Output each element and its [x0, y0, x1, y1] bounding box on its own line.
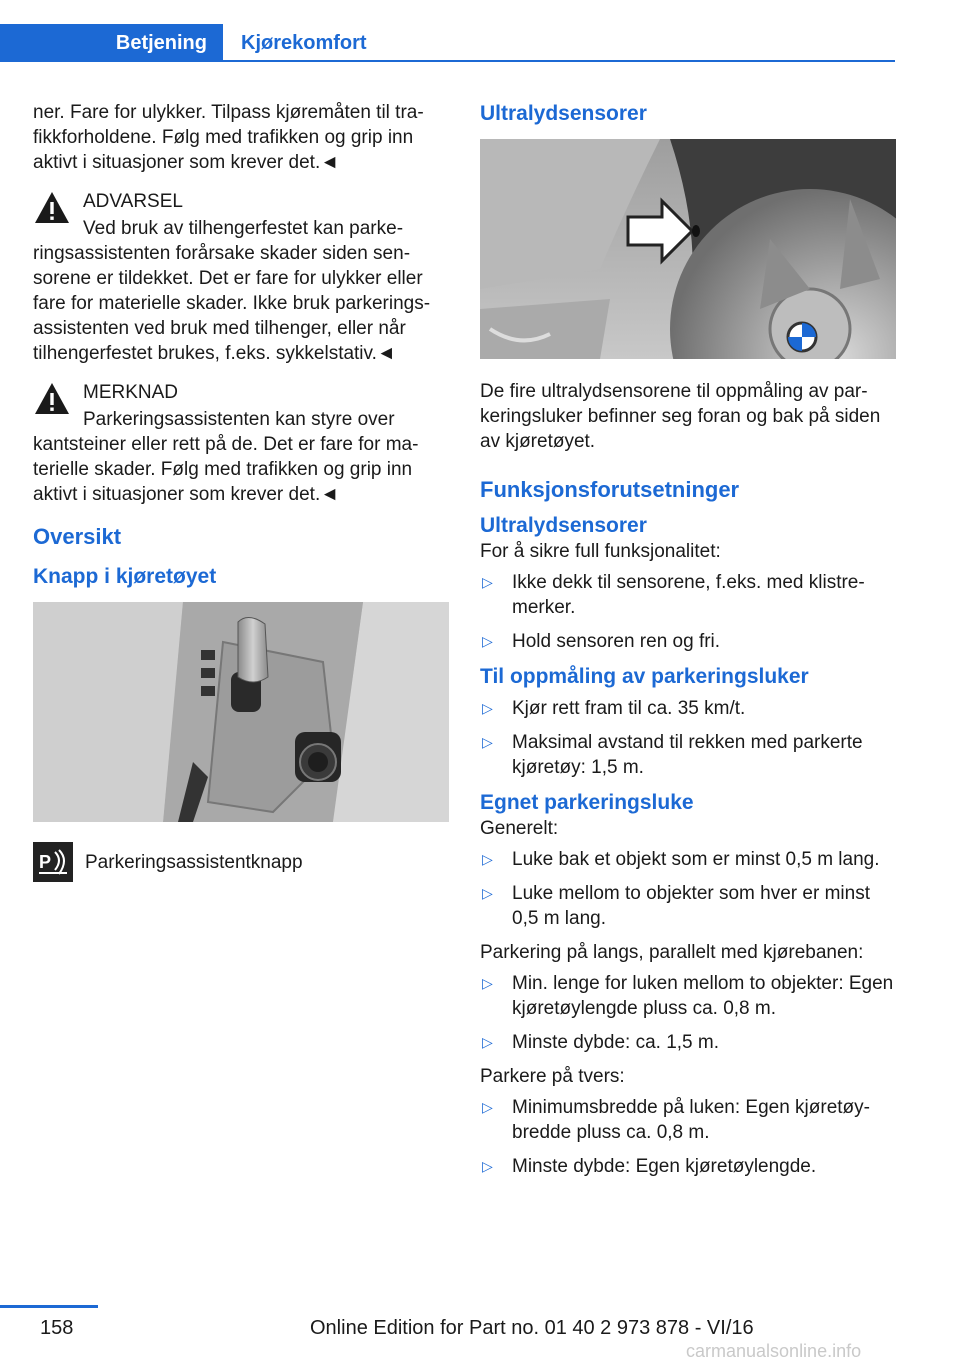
parking-assistant-icon	[33, 842, 73, 882]
heading-button: Knapp i kjøretøyet	[33, 565, 217, 588]
list-item: ▷ Min. lenge for luken mellom to objekter: Egen kjøretøylengde pluss ca. 0,8 m.	[482, 973, 894, 1019]
page-number: 158	[40, 1317, 74, 1339]
list-item: ▷ Minste dybde: ca. 1,5 m.	[482, 1032, 719, 1053]
list-item: ▷ Luke mellom to objekter som hver er minst 0,5 m lang.	[482, 883, 870, 929]
measure-list	[480, 696, 896, 780]
list-item: ▷ Hold sensoren ren og fri.	[482, 631, 721, 652]
heading-suitable: Egnet parkeringsluke	[480, 791, 694, 814]
cross-label: Parkere på tvers:	[480, 1066, 625, 1087]
warning-triangle-icon	[33, 380, 71, 418]
edition-text: Online Edition for Part no. 01 40 2 973 878 - VI/16	[310, 1317, 754, 1339]
heading-measure: Til oppmåling av parkeringsluker	[480, 665, 809, 688]
heading-sensors: Ultralydsensorer	[480, 102, 647, 125]
watermark: carmanualsonline.info	[686, 1341, 862, 1361]
parallel-list	[480, 971, 896, 1055]
page-number-rule	[0, 1305, 98, 1308]
list-item: ▷ Ikke dekk til sensorene, f.eks. med klistremerker.	[482, 572, 865, 618]
general-label: Generelt:	[480, 818, 559, 839]
console-image	[33, 602, 449, 822]
sensor-image	[480, 139, 896, 359]
heading-sensors-2: Ultralydsensorer	[480, 514, 647, 537]
sensors-list	[480, 570, 896, 654]
button-label: Parkeringsassistentknapp	[85, 851, 303, 873]
intro-paragraph: ner. Fare for ulykker. Tilpass kjøremåten til trafikkforholdene. Følg med trafikken og grip inn aktivt i situasjoner som krever det.◄	[33, 102, 424, 173]
list-item: ▷ Minimumsbredde på luken: Egen kjøretøybredde pluss ca. 0,8 m.	[482, 1097, 870, 1143]
left-column	[33, 100, 449, 882]
heading-requirements: Funksjonsforutsetninger	[480, 477, 740, 502]
svg-text:P: P	[39, 852, 52, 872]
tab-kjorekomfort: Kjørekomfort	[241, 31, 367, 54]
list-item: ▷ Kjør rett fram til ca. 35 km/t.	[482, 698, 746, 719]
warning-title: ADVARSEL	[83, 191, 183, 212]
header-tabs	[0, 24, 895, 62]
warning-triangle-icon	[33, 189, 71, 227]
warning-text: Ved bruk av tilhengerfestet kan parkeringsassistenten forårsake skader siden sensorene er tildekket. Det er fare for ulykker eller fare for materielle skader. Ikke bruk parkeringsassistenten ved bruk med tilhenger, eller når tilhengerfestet brukes, f.eks. sykkelstativ.◄	[33, 218, 431, 364]
list-item: ▷ Maksimal avstand til rekken med parkerte kjøretøy: 1,5 m.	[482, 732, 863, 778]
sensors-intro: For å sikre full funksjonalitet:	[480, 541, 721, 562]
general-list	[480, 847, 896, 931]
list-item: ▷ Minste dybde: Egen kjøretøylengde.	[482, 1156, 817, 1177]
sensors-caption: De fire ultralydsensorene til oppmåling av parkeringsluker befinner seg foran og bak på siden av kjøretøyet.	[480, 381, 881, 452]
note-text: Parkeringsassistenten kan styre over kantsteiner eller rett på de. Det er fare for materielle skader. Følg med trafikken og grip inn aktivt i situasjoner som krever det.◄	[33, 409, 419, 505]
tab-betjening: Betjening	[0, 24, 223, 62]
warning-block	[33, 189, 449, 366]
heading-overview: Oversikt	[33, 524, 122, 549]
cross-list	[480, 1095, 896, 1179]
list-item: ▷ Luke bak et objekt som er minst 0,5 m lang.	[482, 849, 880, 870]
parallel-label: Parkering på langs, parallelt med kjørebanen:	[480, 942, 864, 963]
button-legend	[33, 842, 449, 882]
note-title: MERKNAD	[83, 382, 179, 403]
note-block	[33, 380, 449, 507]
right-column	[480, 100, 896, 1188]
